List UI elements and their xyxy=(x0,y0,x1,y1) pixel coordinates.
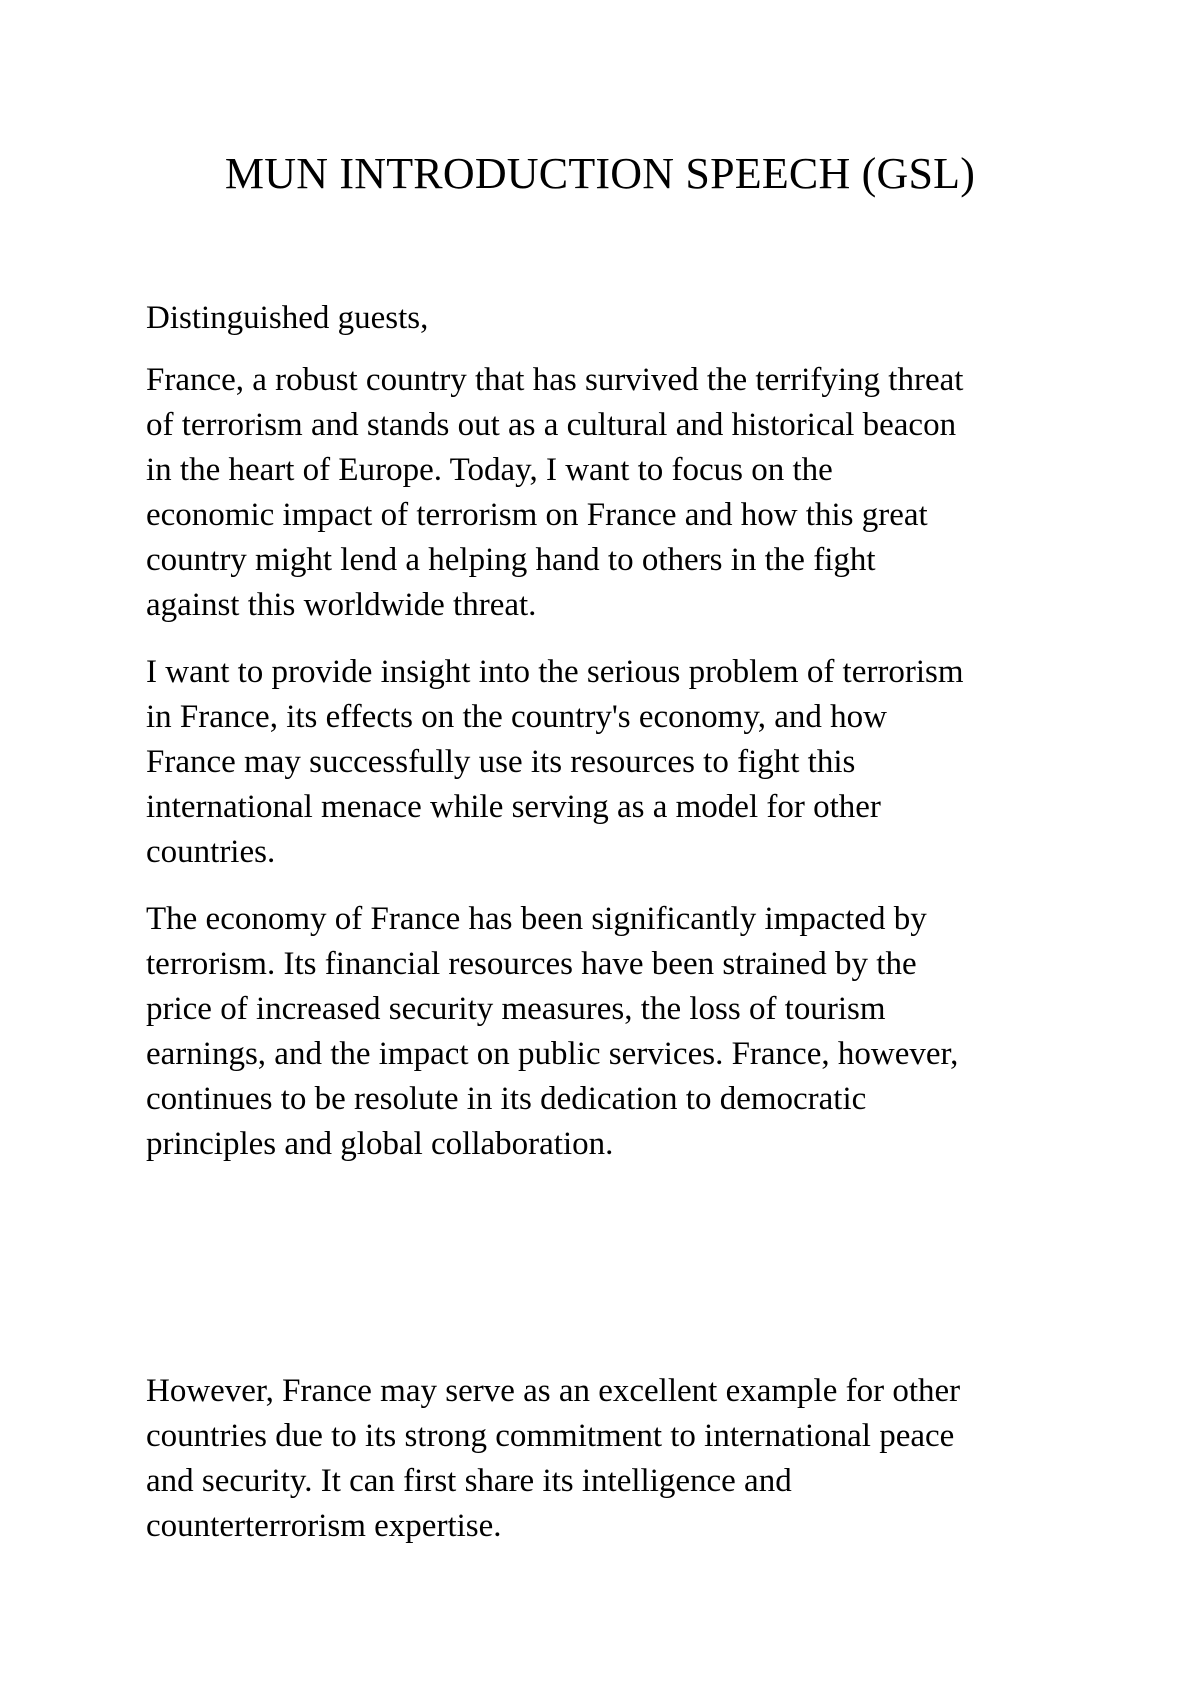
paragraph-3 xyxy=(146,897,1066,1167)
paragraph-line: France may successfully use its resources to fight this xyxy=(146,744,856,780)
paragraph-line: earnings, and the impact on public services. France, however, xyxy=(146,1036,959,1072)
paragraph-2 xyxy=(146,650,1066,875)
greeting: Distinguished guests, xyxy=(146,300,429,336)
paragraph-line: countries due to its strong commitment to international peace xyxy=(146,1418,955,1454)
paragraph-line: continues to be resolute in its dedication to democratic xyxy=(146,1081,867,1117)
paragraph-line: of terrorism and stands out as a cultural and historical beacon xyxy=(146,407,957,443)
paragraph-line: and security. It can first share its intelligence and xyxy=(146,1463,792,1499)
paragraph-line: principles and global collaboration. xyxy=(146,1126,614,1162)
paragraph-line: I want to provide insight into the serious problem of terrorism xyxy=(146,654,964,690)
paragraph-line: in France, its effects on the country's economy, and how xyxy=(146,699,887,735)
paragraph-line: price of increased security measures, the loss of tourism xyxy=(146,991,886,1027)
paragraph-line: The economy of France has been significantly impacted by xyxy=(146,901,927,937)
paragraph-line: country might lend a helping hand to others in the fight xyxy=(146,542,876,578)
paragraph-line: against this worldwide threat. xyxy=(146,587,537,623)
paragraph-1 xyxy=(146,358,1066,628)
paragraph-line: counterterrorism expertise. xyxy=(146,1508,502,1544)
paragraph-line: economic impact of terrorism on France and how this great xyxy=(146,497,928,533)
paragraph-line: countries. xyxy=(146,834,276,870)
paragraph-line: international menace while serving as a model for other xyxy=(146,789,881,825)
document-title: MUN INTRODUCTION SPEECH (GSL) xyxy=(224,149,976,198)
paragraph-line: in the heart of Europe. Today, I want to focus on the xyxy=(146,452,833,488)
paragraph-4 xyxy=(146,1369,1066,1549)
paragraph-line: However, France may serve as an excellent example for other xyxy=(146,1373,961,1409)
paragraph-line: terrorism. Its financial resources have been strained by the xyxy=(146,946,917,982)
paragraph-line: France, a robust country that has survived the terrifying threat xyxy=(146,362,964,398)
